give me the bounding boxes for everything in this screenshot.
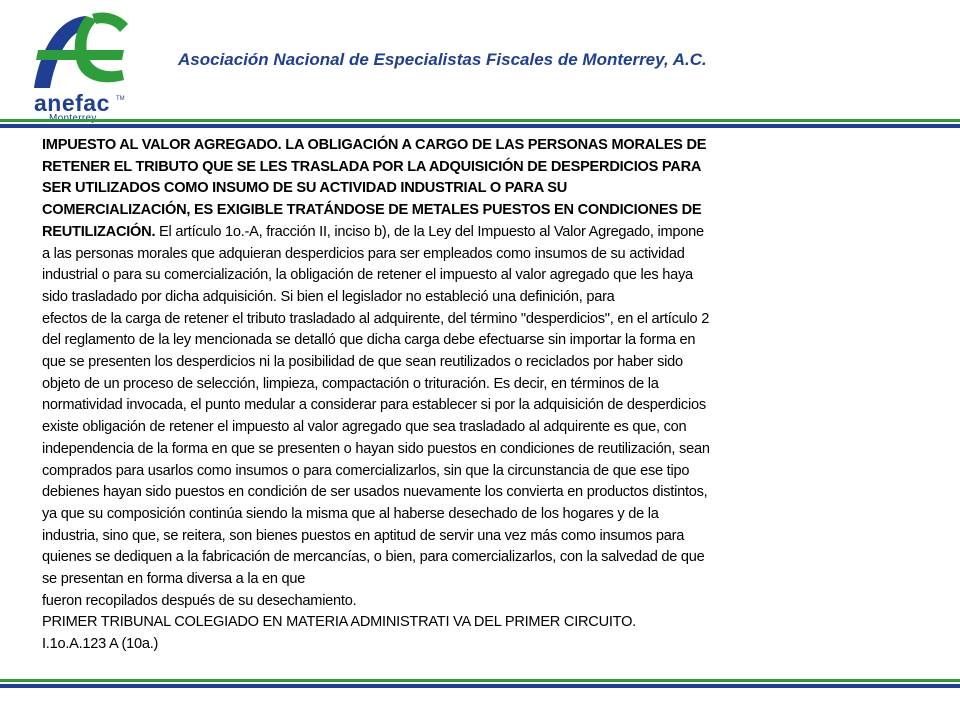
- anefac-emblem-icon: [28, 10, 138, 94]
- body-line: sido trasladado por dicha adquisición. Si bien el legislador no estableció una definición, para: [42, 288, 615, 305]
- body-intro: El artículo 1o.-A, fracción II, inciso b), de la Ley del Impuesto al Valor Agregado, impone: [155, 223, 704, 240]
- body-line: debienes hayan sido puestos en condición de ser usados nuevamente los convierta en productos distintos,: [42, 484, 708, 501]
- body-line: del reglamento de la ley mencionada se detalló que dicha carga debe efectuarse sin importar la forma en: [42, 332, 696, 349]
- body-line: fueron recopilados después de su desechamiento.: [42, 592, 357, 609]
- header-divider-blue: [0, 124, 960, 128]
- heading-line-2: RETENER EL TRIBUTO QUE SE LES TRASLADA POR LA ADQUISICIÓN DE DESPERDICIOS PARA: [42, 158, 702, 175]
- header: [0, 0, 960, 118]
- body-line: quienes se dediquen a la fabricación de mercancías, o bien, para comercializarlos, con la salvedad de que: [42, 549, 705, 566]
- body-line: objeto de un proceso de selección, limpieza, compactación o trituración. Es decir, en términos de la: [42, 375, 659, 392]
- body-line: comprados para usarlos como insumos o para comercializarlos, sin que la circunstancia de que ese tipo: [42, 462, 690, 479]
- thesis-id: I.1o.A.123 A (10a.): [42, 636, 159, 653]
- body-line: a las personas morales que adquieran desperdicios para ser empleados como insumos de su actividad: [42, 245, 685, 262]
- heading-line-5: REUTILIZACIÓN.: [42, 223, 156, 240]
- body-line: que se presenten los desperdicios ni la posibilidad de que sean reutilizados o reciclados por haber sido: [42, 354, 683, 371]
- court-name: PRIMER TRIBUNAL COLEGIADO EN MATERIA ADMINISTRATI VA DEL PRIMER CIRCUITO.: [42, 614, 636, 631]
- heading-line-4: COMERCIALIZACIÓN, ES EXIGIBLE TRATÁNDOSE DE METALES PUESTOS EN CONDICIONES DE: [42, 202, 702, 219]
- body-line: se presentan en forma diversa a la en que: [42, 571, 306, 588]
- body-line: efectos de la carga de retener el tributo trasladado al adquirente, del término "desperdicios", en el artículo 2: [42, 310, 710, 327]
- body-line: normatividad invocada, el punto medular a considerar para establecer si por la adquisición de desperdicios: [42, 397, 706, 414]
- logo-wordmark: anefac: [34, 90, 110, 116]
- body-line: ya que su composición continúa siendo la misma que al haberse desechado de los hogares y de la: [42, 505, 659, 522]
- heading-line-1: IMPUESTO AL VALOR AGREGADO. LA OBLIGACIÓN A CARGO DE LAS PERSONAS MORALES DE: [42, 137, 707, 153]
- body-line: industria, sino que, se reitera, son bienes puestos en aptitud de servir una vez más como insumos para: [42, 527, 685, 544]
- organization-title: Asociación Nacional de Especialistas Fiscales de Monterrey, A.C.: [178, 50, 707, 69]
- footer-divider-blue: [0, 684, 960, 688]
- anefac-logo: [28, 10, 138, 118]
- body-line: independencia de la forma en que se presenten o hayan sido puestos en condiciones de reutilización, sean: [42, 440, 710, 457]
- mixed-line: [42, 222, 930, 244]
- footer-divider-green: [0, 679, 960, 682]
- logo-trademark: TM: [116, 96, 125, 102]
- body-line: existe obligación de retener el impuesto al valor agregado que sea trasladado al adquirente es que, con: [42, 419, 687, 436]
- thesis-text: [42, 135, 930, 656]
- heading-line-3: SER UTILIZADOS COMO INSUMO DE SU ACTIVIDAD INDUSTRIAL O PARA SU: [42, 180, 568, 197]
- header-divider-green: [0, 119, 960, 122]
- body-line: industrial o para su comercialización, la obligación de retener el impuesto al valor agregado que les haya: [42, 267, 693, 284]
